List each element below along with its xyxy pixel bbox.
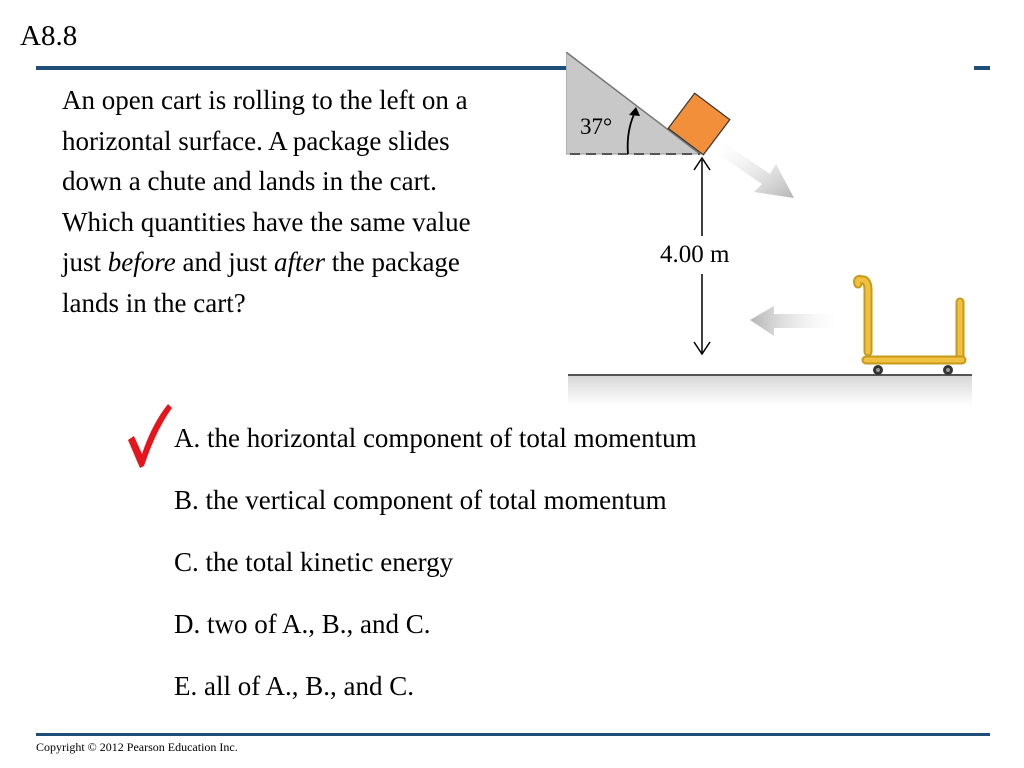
- package-velocity-arrow: [718, 144, 794, 198]
- option-b[interactable]: B. the vertical component of total momentum: [174, 485, 667, 515]
- cart-velocity-arrow: [750, 306, 838, 336]
- option-c[interactable]: C. the total kinetic energy: [174, 547, 454, 577]
- option-d[interactable]: D. two of A., B., and C.: [174, 609, 431, 639]
- height-label: 4.00 m: [660, 241, 730, 268]
- header-divider: [36, 66, 566, 70]
- option-e[interactable]: E. all of A., B., and C.: [174, 671, 414, 701]
- option-a[interactable]: A. the horizontal component of total momentum: [174, 423, 697, 453]
- question-text: [62, 80, 502, 323]
- angle-label: 37°: [580, 114, 613, 139]
- answer-options: [174, 418, 954, 728]
- checkmark-icon: [124, 400, 174, 472]
- question-part-1: An open cart is rolling to the left on a horizontal surface. A package slides down a chute and lands in the cart. Which quantities have the same value just: [62, 85, 471, 277]
- header-divider-end: [974, 66, 990, 70]
- question-emphasis-after: after: [274, 247, 325, 277]
- cart: [858, 280, 963, 376]
- footer-divider: [36, 733, 990, 736]
- question-part-3: the package lands in the cart?: [62, 247, 460, 318]
- physics-figure: [566, 52, 974, 408]
- copyright-notice: Copyright © 2012 Pearson Education Inc.: [36, 740, 238, 754]
- slide-number: A8.8: [20, 20, 78, 52]
- question-part-2: and just: [175, 247, 274, 277]
- question-emphasis-before: before: [107, 247, 176, 277]
- floor-shadow: [568, 376, 972, 406]
